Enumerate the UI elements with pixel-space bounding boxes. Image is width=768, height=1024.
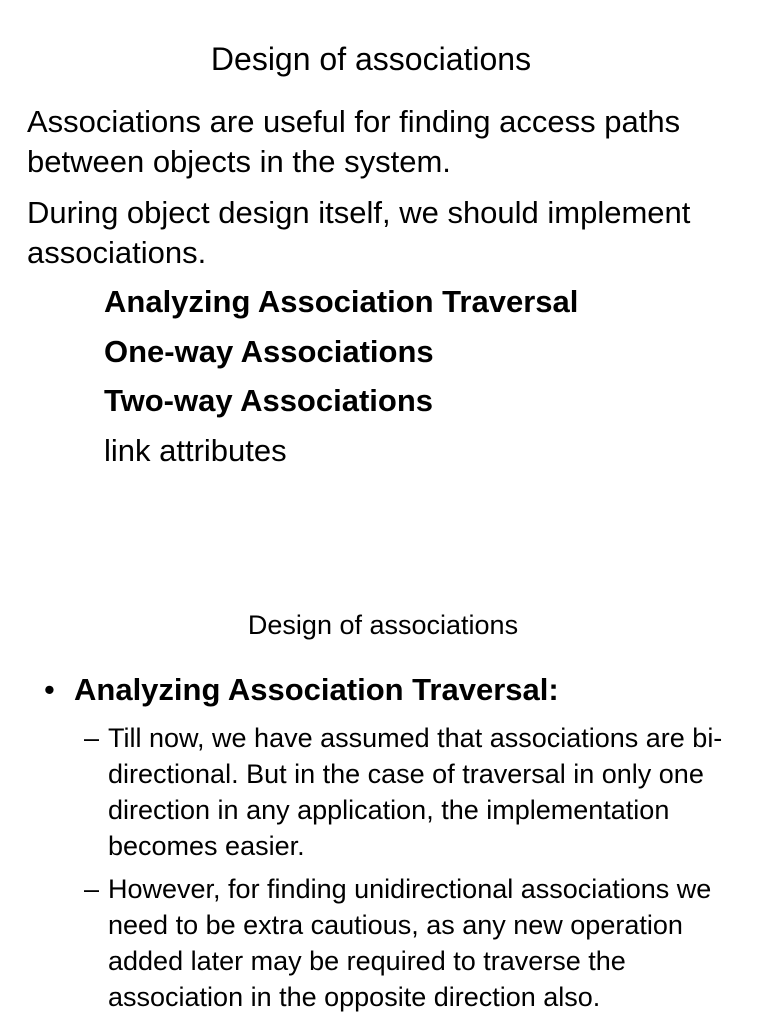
- subitem-two-way: Two-way Associations: [104, 383, 434, 418]
- paragraph-object-design: During object design itself, we should implement associations.: [27, 195, 691, 270]
- dash-item-text: Till now, we have assumed that associations are bi-directional. But in the case of traversal in only one direction in any application, the implementation becomes easier.: [108, 723, 723, 861]
- subitem-analyzing-traversal: Analyzing Association Traversal: [104, 284, 579, 319]
- dash-item-unidirectional: [84, 871, 724, 1015]
- slide-2: [0, 520, 768, 1024]
- subitem-one-way: One-way Associations: [104, 334, 434, 369]
- bullet-icon: •: [44, 672, 55, 707]
- subitem-link-attributes: link attributes: [104, 433, 287, 468]
- dash-item-bidirectional: [84, 720, 724, 864]
- slide-1-title: Design of associations: [210, 41, 532, 77]
- dash-icon: –: [84, 874, 100, 904]
- bullet-analyzing-traversal: [44, 670, 559, 710]
- dash-item-text: However, for finding unidirectional associations we need to be extra cautious, as any new operation added later may be required to traverse the association in the opposite direction also.: [108, 874, 712, 1012]
- slide-2-title: Design of associations: [247, 610, 519, 640]
- dash-icon: –: [84, 723, 100, 753]
- paragraph-associations-useful: Associations are useful for finding access paths between objects in the system.: [27, 104, 681, 179]
- bullet-text: Analyzing Association Traversal:: [74, 672, 559, 707]
